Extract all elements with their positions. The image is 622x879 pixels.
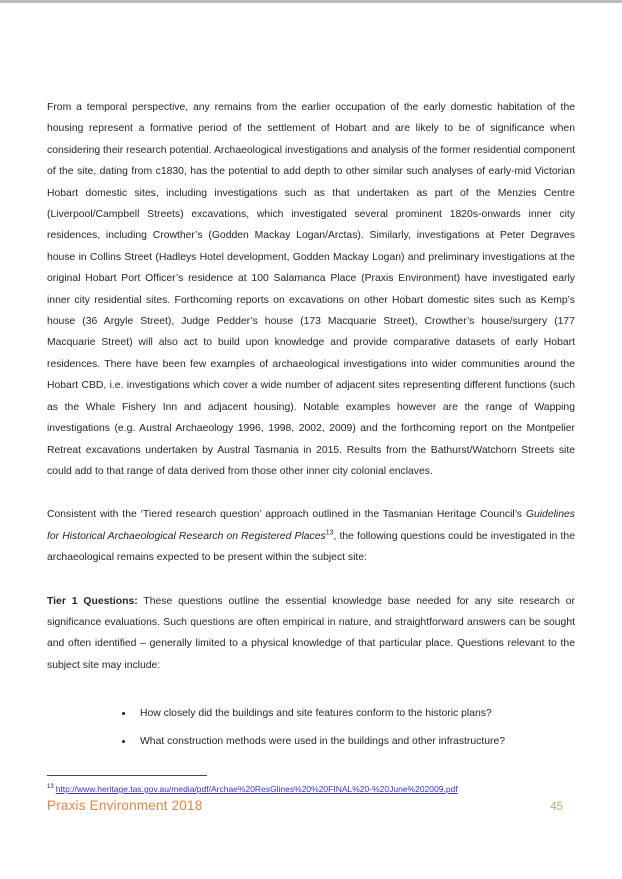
- question-list: [47, 703, 575, 752]
- paragraph-tier1-questions: [47, 591, 575, 677]
- text-run: Consistent with the ‘Tiered research question’ approach outlined in the Tasmanian Heritage Council’s: [47, 509, 526, 521]
- italic-title-run: Guidelines for Historical Archaeological Research on Registered Places: [47, 509, 575, 542]
- footnote: [47, 782, 577, 795]
- footnote-number: 13: [47, 784, 54, 790]
- text-run: , the following questions could be investigated in the archaeological remains expected to be present within the subject site:: [47, 530, 575, 564]
- footnote-link[interactable]: http://www.heritage.tas.gov.au/media/pdf/Archae%20ResGlines%20%20FINAL%20-%20June%202009.pdf: [55, 783, 458, 794]
- paragraph-tiered-research: [47, 504, 575, 568]
- footnote-divider: [47, 775, 207, 776]
- page-body: [47, 97, 575, 758]
- footer-author: Praxis Environment 2018: [47, 797, 203, 813]
- text-run: These questions outline the essential knowledge base needed for any site research or significance evaluations. Such questions are often empirical in nature, and straightforward answers can be sought and often identified – generally limited to a physical knowledge of that particular place. Questions relevant to the subject site may include:: [47, 595, 575, 671]
- footer-row: [47, 798, 577, 813]
- list-item: • What construction methods were used in the buildings and other infrastructure?: [134, 731, 575, 752]
- page-number: 45: [550, 800, 563, 813]
- footnote-reference: 13: [325, 529, 334, 537]
- paragraph-temporal-perspective: From a temporal perspective, any remains from the earlier occupation of the early domestic habitation of the housing represent a formative period of the settlement of Hobart and are likely to be of significance when considering their research potential. Archaeological investigations and analysis of the former residential component of the site, dating from c1830, has the potential to add depth to other similar such analyses of early-mid Victorian Hobart domestic sites, including investigations such as that undertaken as part of the Menzies Centre (Liverpool/Campbell Streets) excavations, which investigated several prominent 1820s-onwards inner city residences, including Crowther’s (Godden Mackay Logan/Arctas). Similarly, investigations at Peter Degraves house in Collins Street (Hadleys Hotel development, Godden Mackay Logan) and preliminary investigations at the original Hobart Port Officer’s residence at 100 Salamanca Place (Praxis Environment) have investigated early inner city residential sites. Forthcoming reports on excavations on other Hobart domestic sites such as Kemp’s house (36 Argyle Street), Judge Pedder’s house (173 Macquarie Street), Crowther’s house/surgery (177 Macquarie Street) will also act to build upon knowledge and provide comparative datasets of early Hobart residences. There have been few examples of archaeological investigations into wider communities around the Hobart CBD, i.e. investigations which cover a wide number of adjacent sites representing different functions (such as the Whale Fishery Inn and adjacent housing). Notable examples however are the range of Wapping investigations (e.g. Austral Archaeology 1996, 1998, 2002, 2009) and the forthcoming report on the Montpelier Retreat excavations undertaken by Austral Tasmania in 2015. Results from the Bathurst/Watchorn Streets site could add to that range of data derived from those other inner city colonial enclaves.: [47, 102, 575, 477]
- list-item: • How closely did the buildings and site features conform to the historic plans?: [134, 703, 575, 724]
- tier1-heading-run: Tier 1 Questions:: [47, 595, 138, 607]
- page-footer-area: [47, 775, 577, 813]
